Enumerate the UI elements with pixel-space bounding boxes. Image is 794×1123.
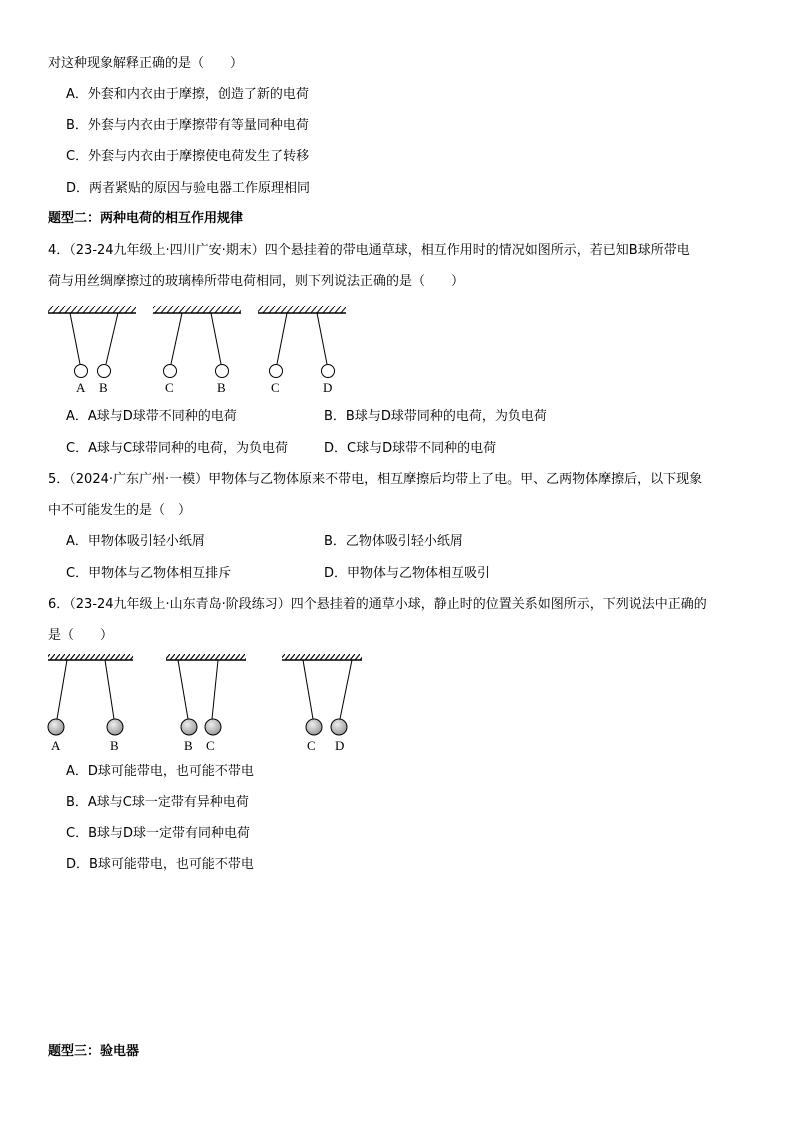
q6-figure xyxy=(40,648,370,762)
thread xyxy=(212,660,218,719)
q5-option-b: B．乙物体吸引轻小纸屑 xyxy=(324,534,463,549)
ceiling-hatch xyxy=(48,654,133,660)
thread xyxy=(340,660,352,719)
q4-option-a: A．A球与D球带不同种的电荷 xyxy=(66,409,237,424)
thread xyxy=(317,313,327,364)
thread xyxy=(303,660,313,719)
q3-option-c: C．外套与内衣由于摩擦使电荷发生了转移 xyxy=(66,149,310,164)
q6-group-bc xyxy=(166,654,246,753)
q5-option-d: D．甲物体与乙物体相互吸引 xyxy=(324,566,491,581)
ball-b xyxy=(107,719,123,735)
q3-option-a: A．外套和内衣由于摩擦，创造了新的电荷 xyxy=(66,87,309,102)
ball-c xyxy=(205,719,221,735)
thread xyxy=(70,313,80,364)
thread xyxy=(105,660,114,719)
q6-option-d: D．B球可能带电，也可能不带电 xyxy=(66,857,254,872)
q4-stem-line2: 荷与用丝绸摩擦过的玻璃棒所带电荷相同，则下列说法正确的是（ ） xyxy=(48,274,465,289)
ball-label: D xyxy=(323,380,333,395)
q4-figure-svg xyxy=(40,300,360,400)
ceiling-hatch xyxy=(153,306,241,313)
ball-b xyxy=(98,365,111,378)
ball-label: D xyxy=(335,738,345,753)
section-title-2: 题型二：两种电荷的相互作用规律 xyxy=(48,211,244,226)
thread xyxy=(57,660,67,719)
ball-label: C xyxy=(307,738,316,753)
ball-a xyxy=(75,365,88,378)
ball-label: B xyxy=(99,380,108,395)
q5-stem-line1: 5．（2024·广东广州·一模）甲物体与乙物体原来不带电，相互摩擦后均带上了电。甲、乙两物体摩擦后，以下现象 xyxy=(48,472,703,487)
ceiling-hatch xyxy=(48,306,136,313)
q4-option-c: C．A球与C球带同种的电荷，为负电荷 xyxy=(66,441,289,456)
q5-option-c: C．甲物体与乙物体相互排斥 xyxy=(66,566,232,581)
ball-label: B xyxy=(184,738,193,753)
ball-b xyxy=(216,365,229,378)
ball-label: B xyxy=(217,380,226,395)
thread xyxy=(106,313,118,364)
q3-option-d: D．两者紧贴的原因与验电器工作原理相同 xyxy=(66,181,311,196)
ball-label: C xyxy=(271,380,280,395)
ball-a xyxy=(48,719,64,735)
q5-stem-line2: 中不可能发生的是（ ） xyxy=(48,503,192,518)
q6-group-ab xyxy=(48,654,133,753)
thread xyxy=(277,313,287,364)
ceiling-hatch xyxy=(166,654,246,660)
ball-c xyxy=(270,365,283,378)
q6-figure-svg xyxy=(40,648,370,758)
q6-stem-line2: 是（ ） xyxy=(48,628,114,643)
q4-option-b: B．B球与D球带同种的电荷，为负电荷 xyxy=(324,409,547,424)
ball-label: A xyxy=(76,380,86,395)
ball-d xyxy=(331,719,347,735)
ball-c xyxy=(164,365,177,378)
q6-option-b: B．A球与C球一定带有异种电荷 xyxy=(66,795,249,810)
q4-group-cd xyxy=(258,306,346,395)
q4-group-cb xyxy=(153,306,241,395)
ceiling-hatch xyxy=(282,654,362,660)
ball-c xyxy=(306,719,322,735)
thread xyxy=(178,660,188,719)
q3-option-b: B．外套与内衣由于摩擦带有等量同种电荷 xyxy=(66,118,309,133)
q3-stem-tail: 对这种现象解释正确的是（ ） xyxy=(48,56,244,71)
q6-group-cd xyxy=(282,654,362,753)
q4-group-ab xyxy=(48,306,136,395)
q4-stem-line1: 4．（23-24九年级上·四川广安·期末）四个悬挂着的带电通草球，相互作用时的情况如图所示，若已知B球所带电 xyxy=(48,243,690,258)
q4-figure xyxy=(40,300,360,404)
q4-option-d: D．C球与D球带不同种的电荷 xyxy=(324,441,497,456)
q6-option-a: A．D球可能带电，也可能不带电 xyxy=(66,764,254,779)
q6-option-c: C．B球与D球一定带有同种电荷 xyxy=(66,826,251,841)
ball-d xyxy=(322,365,335,378)
q6-stem-line1: 6．（23-24九年级上·山东青岛·阶段练习）四个悬挂着的通草小球，静止时的位置关系如图所示，下列说法中正确的 xyxy=(48,597,707,612)
thread xyxy=(171,313,182,364)
ball-label: A xyxy=(51,738,61,753)
q5-option-a: A．甲物体吸引轻小纸屑 xyxy=(66,534,205,549)
ball-label: C xyxy=(165,380,174,395)
ball-b xyxy=(181,719,197,735)
section-title-3: 题型三：验电器 xyxy=(48,1044,140,1059)
ceiling-hatch xyxy=(258,306,346,313)
thread xyxy=(211,313,221,364)
ball-label: C xyxy=(206,738,215,753)
ball-label: B xyxy=(110,738,119,753)
